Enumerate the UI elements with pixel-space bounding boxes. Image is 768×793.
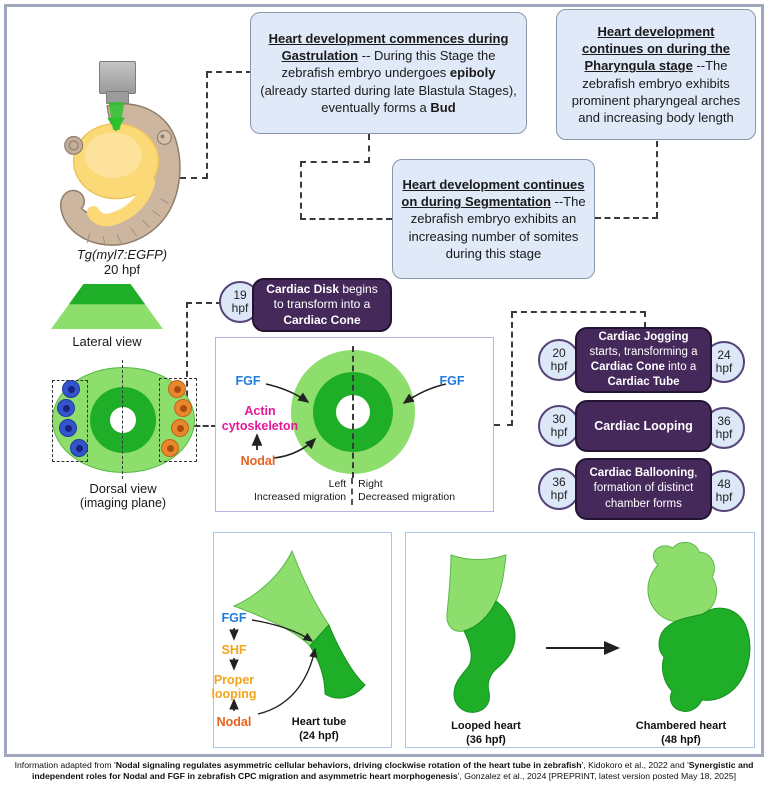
hpf-value: 36 [552, 474, 566, 489]
chambered-heart-stage: (48 hpf) [661, 734, 701, 746]
hpf-value: 20 [552, 345, 566, 360]
looped-heart-stage: (36 hpf) [466, 734, 506, 746]
note-gastrulation-text: Heart development commences during Gastrulation -- During this Stage the zebrafish embryo undergoes epiboly (already started during late Blastula Stages), eventually forms a Bud [260, 31, 517, 115]
hpf-value: 30 [552, 411, 566, 426]
connector-gastrulation-segmentation-h1 [300, 161, 370, 163]
connector-disk-panel-h1 [186, 302, 222, 304]
milestone-cardiac-jogging-text: Cardiac Jogging starts, transforming a Cardiac Cone into a Cardiac Tube [589, 330, 698, 389]
heart-tube-atrium-part [234, 551, 329, 646]
left-cpc-cell-2 [57, 399, 75, 417]
transgene-label: Tg(myl7:EGFP) [76, 247, 168, 262]
connector-panel-jogging-v2 [644, 311, 646, 328]
lateral-view-label: Lateral view [72, 334, 142, 349]
hpf-unit: hpf [550, 359, 568, 373]
actin-cytoskeleton-label: Actin cytoskeleton [221, 404, 299, 433]
connector-panel-jogging-v1 [511, 312, 513, 426]
yolk-highlight [84, 133, 141, 178]
lateral-view-illustration [51, 284, 163, 329]
note-pharyngula [556, 9, 756, 140]
right-cpc-cell-3 [171, 419, 189, 437]
right-cpc-cell-1 [168, 380, 186, 398]
hpf-unit: hpf [550, 425, 568, 439]
otic-vesicle-icon [158, 131, 172, 145]
left-cpc-cell-3 [59, 419, 77, 437]
hpf-circle-30 [538, 405, 580, 447]
left-cpc-cell-4 [70, 439, 88, 457]
nodal-label: Nodal [240, 454, 276, 468]
right-label: Right [358, 477, 383, 490]
hpf-value: 19 [233, 287, 247, 302]
connector-gastrulation-segmentation-v2 [300, 161, 302, 219]
heart-tube-stage: (24 hpf) [299, 730, 339, 742]
connector-gastrulation-segmentation-h2 [300, 218, 392, 220]
dorsal-midline [122, 360, 123, 479]
milestone-cardiac-jogging [575, 327, 712, 393]
milestone-cardiac-disk [252, 278, 392, 332]
connector-embryo-gastrulation-h2 [206, 71, 252, 73]
hpf-unit: hpf [715, 361, 733, 375]
fgf-left-arrow [266, 384, 308, 402]
chambered-heart-ventricle [659, 608, 750, 711]
heart-tube-ventricle-part [310, 625, 365, 698]
note-pharyngula-text: Heart development continues on during the Pharyngula stage --The zebrafish embryo exhibits prominent pharyngeal arches and increasing body length [571, 24, 741, 125]
milestone-cardiac-ballooning [575, 458, 712, 520]
hpf-value: 36 [717, 413, 731, 428]
milestone-cardiac-ballooning-text: Cardiac Ballooning, formation of distinct chamber forms [589, 467, 698, 510]
heart-morphology-panel [405, 532, 755, 748]
left-cpc-cell-1 [62, 380, 80, 398]
cone-migration-panel [215, 337, 494, 512]
left-label: Left [328, 477, 347, 490]
increased-migration-label: Increased migration [253, 491, 347, 504]
hpf-unit: hpf [550, 488, 568, 502]
heart-morphology-illustration [406, 533, 753, 746]
looped-heart-caption: Looped heart [451, 720, 521, 732]
embryo-eye-icon [65, 137, 83, 155]
heart-tube-fgf-label: FGF [221, 611, 247, 625]
dorsal-view-label: Dorsal view [89, 481, 157, 496]
decreased-migration-label: Decreased migration [358, 491, 456, 504]
heart-tube-panel [213, 532, 392, 748]
connector-gastrulation-segmentation-v1 [368, 134, 370, 163]
microscope-objective-icon [99, 61, 136, 94]
note-gastrulation [250, 12, 527, 134]
nodal-to-tube-arrow [258, 649, 315, 714]
migration-legend [216, 478, 493, 505]
proper-looping-label: Proper looping [211, 673, 257, 702]
chambered-heart-caption: Chambered heart [635, 720, 727, 732]
citation-footer: Information adapted from 'Nodal signaling regulates asymmetric cellular behaviors, driving clockwise rotation of the heart tube in zebrafish', Kidokoro et al., 2022 and 'Synergistic and independent roles for Nodal and FGF in zebrafish CPC migration and asymmetric heart morphogenesis', Gonzalez et al., 2024 [PREPRINT, latest version posted May 18, 2025] [14, 760, 754, 782]
dorsal-view-lumen [110, 407, 136, 433]
right-cpc-cell-2 [174, 399, 192, 417]
hpf-unit: hpf [715, 490, 733, 504]
connector-pharyngula-segmentation-v [656, 141, 658, 218]
migration-divider [351, 478, 353, 505]
chambered-heart-atrium [648, 542, 717, 622]
milestone-cardiac-disk-text: Cardiac Disk begins to transform into a Cardiac Cone [266, 281, 378, 327]
fgf-right-label: FGF [439, 374, 465, 388]
note-segmentation-text: Heart development continues on during Segmentation --The zebrafish embryo exhibits an increasing number of somites during this stage [401, 177, 586, 261]
hpf-value: 24 [717, 347, 731, 362]
otic-vesicle-dot [160, 135, 164, 139]
right-cpc-cell-4 [161, 439, 179, 457]
heart-tube-nodal-label: Nodal [216, 715, 252, 729]
hpf-value: 48 [717, 476, 731, 491]
heart-tube-caption: Heart tube [291, 716, 347, 728]
connector-embryo-gastrulation-v [206, 72, 208, 179]
note-segmentation [392, 159, 595, 279]
dorsal-view-illustration [52, 367, 195, 473]
embryo-stage-label: 20 hpf [103, 262, 141, 277]
milestone-cardiac-looping-text: Cardiac Looping [594, 419, 693, 433]
hpf-circle-20 [538, 339, 580, 381]
dorsal-view-sublabel: (imaging plane) [79, 496, 167, 510]
hpf-circle-36-left [538, 468, 580, 510]
hpf-unit: hpf [231, 301, 249, 315]
milestone-cardiac-looping [575, 400, 712, 452]
hpf-unit: hpf [715, 427, 733, 441]
heart-tube-shf-label: SHF [221, 643, 247, 657]
connector-panel-jogging-h2 [511, 311, 646, 313]
connector-pharyngula-segmentation-h [595, 217, 658, 219]
fgf-left-label: FGF [235, 374, 261, 388]
nodal-arrow [274, 439, 315, 458]
